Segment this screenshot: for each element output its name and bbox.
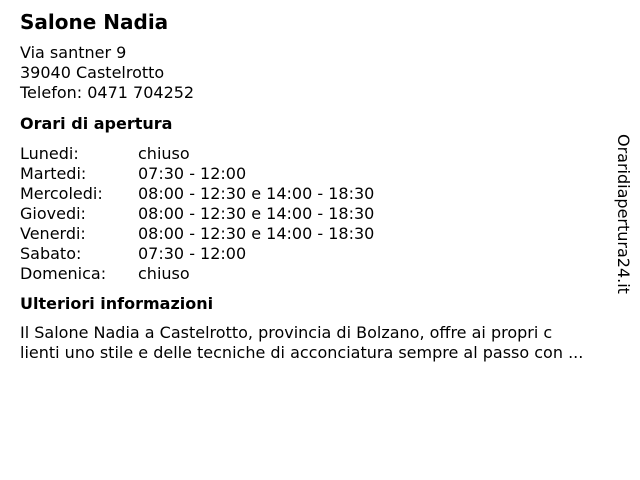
hours-row-venerdi	[20, 224, 620, 244]
day-label: Lunedi:	[20, 144, 79, 163]
watermark-text: Oraridiapertura24.it	[614, 134, 633, 294]
site-watermark	[613, 134, 633, 310]
hours-row-sabato	[20, 244, 620, 264]
hours-row-lunedi	[20, 144, 620, 164]
business-name: Salone Nadia	[20, 10, 169, 34]
description-text	[20, 323, 620, 363]
hours-value: 08:00 - 12:30 e 14:00 - 18:30	[138, 184, 375, 203]
address-block	[20, 43, 620, 103]
phone-number: Telefon: 0471 704252	[20, 83, 195, 102]
hours-row-martedi	[20, 164, 620, 184]
hours-value: chiuso	[138, 264, 190, 283]
hours-row-mercoledi	[20, 184, 620, 204]
day-label: Domenica:	[20, 264, 107, 283]
business-card	[20, 10, 620, 363]
hours-value: chiuso	[138, 144, 190, 163]
hours-value: 07:30 - 12:00	[138, 164, 247, 183]
day-label: Venerdi:	[20, 224, 86, 243]
hours-row-giovedi	[20, 204, 620, 224]
description-line-1: Il Salone Nadia a Castelrotto, provincia di Bolzano, offre ai propri c	[20, 323, 553, 342]
hours-value: 08:00 - 12:30 e 14:00 - 18:30	[138, 224, 375, 243]
hours-row-domenica	[20, 264, 620, 284]
opening-hours-table	[20, 144, 620, 284]
day-label: Mercoledi:	[20, 184, 103, 203]
day-label: Giovedi:	[20, 204, 86, 223]
street-address: Via santner 9	[20, 43, 127, 62]
day-label: Martedi:	[20, 164, 87, 183]
postal-city: 39040 Castelrotto	[20, 63, 165, 82]
more-info-heading: Ulteriori informazioni	[20, 294, 214, 313]
hours-value: 08:00 - 12:30 e 14:00 - 18:30	[138, 204, 375, 223]
description-line-2: lienti uno stile e delle tecniche di acconciatura sempre al passo con ...	[20, 343, 584, 362]
hours-value: 07:30 - 12:00	[138, 244, 247, 263]
day-label: Sabato:	[20, 244, 82, 263]
opening-hours-heading: Orari di apertura	[20, 114, 173, 133]
